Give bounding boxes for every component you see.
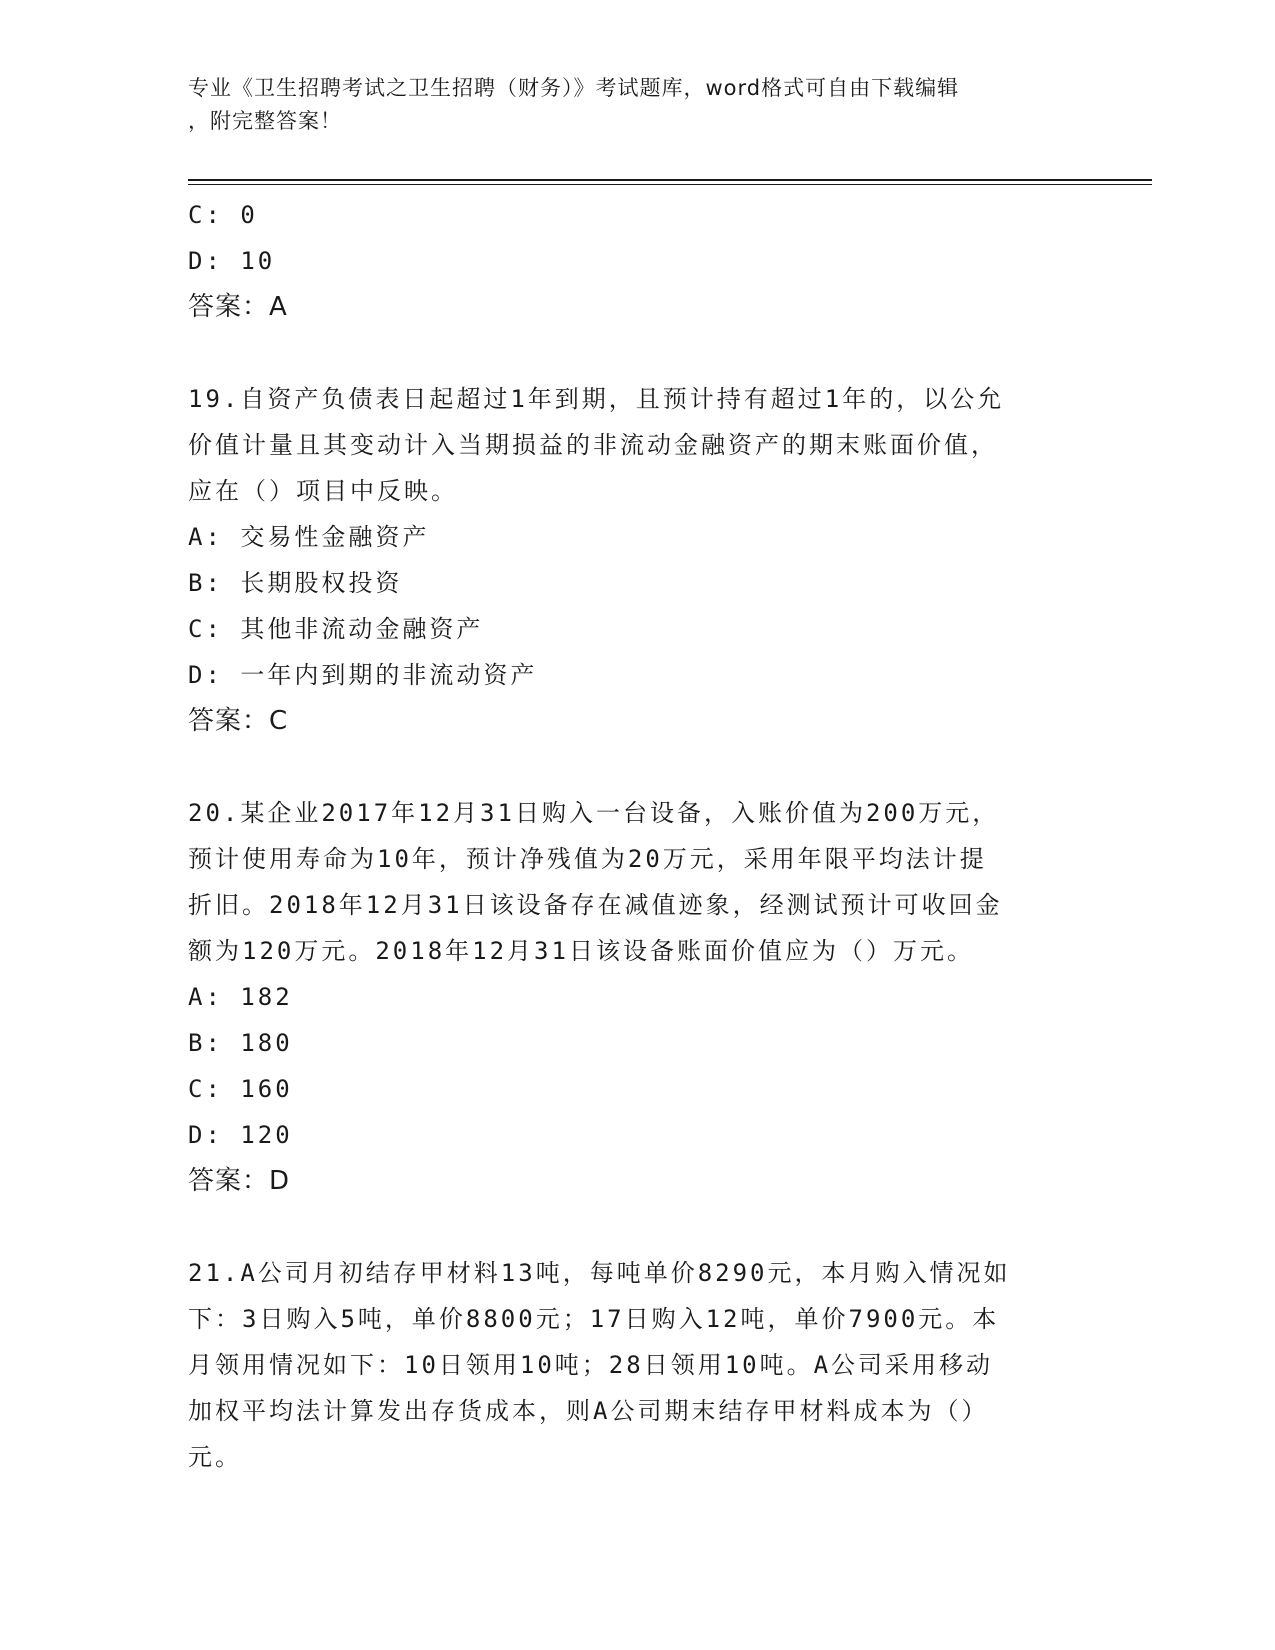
spacer	[188, 1204, 1088, 1250]
header-rule-thick	[188, 179, 1152, 181]
answer: 答案：C	[188, 706, 289, 736]
option-a: A: 182	[188, 983, 293, 1011]
question-text-line: 预计使用寿命为10年，预计净残值为20万元，采用年限平均法计提	[188, 845, 987, 873]
option-d: D: 120	[188, 1121, 293, 1149]
spacer	[188, 744, 1088, 790]
question-text-line: 应在（）项目中反映。	[188, 477, 458, 505]
question-text-line: 价值计量且其变动计入当期损益的非流动金融资产的期末账面价值，	[188, 431, 998, 459]
question-21	[188, 1250, 1088, 1480]
question-text-line: 20.某企业2017年12月31日购入一台设备，入账价值为200万元，	[188, 799, 1000, 827]
option-c: C: 0	[188, 201, 258, 229]
prev-question	[188, 192, 1088, 330]
header-rule-thin	[188, 184, 1152, 185]
option-a: A: 交易性金融资产	[188, 523, 430, 551]
option-b: B: 长期股权投资	[188, 569, 403, 597]
question-text-line: 下：3日购入5吨，单价8800元；17日购入12吨，单价7900元。本	[188, 1305, 1000, 1333]
question-text-line: 加权平均法计算发出存货成本，则A公司期末结存甲材料成本为（）	[188, 1397, 989, 1425]
question-text-line: 折旧。2018年12月31日该设备存在减值迹象，经测试预计可收回金	[188, 891, 1003, 919]
question-text-line: 元。	[188, 1443, 242, 1471]
question-19	[188, 376, 1088, 744]
answer: 答案：A	[188, 292, 288, 322]
option-c: C: 其他非流动金融资产	[188, 615, 484, 643]
spacer	[188, 330, 1088, 376]
option-d: D: 一年内到期的非流动资产	[188, 661, 538, 689]
option-b: B: 180	[188, 1029, 293, 1057]
question-text-line: 19.自资产负债表日起超过1年到期，且预计持有超过1年的，以公允	[188, 385, 1005, 413]
header-line-1: 专业《卫生招聘考试之卫生招聘（财务）》考试题库，word格式可自由下载编辑	[188, 76, 960, 100]
question-text-line: 额为120万元。2018年12月31日该设备账面价值应为（）万元。	[188, 937, 974, 965]
question-text-line: 21.A公司月初结存甲材料13吨，每吨单价8290元，本月购入情况如	[188, 1259, 1011, 1287]
answer: 答案：D	[188, 1166, 291, 1196]
document-body	[188, 192, 1088, 1480]
question-text-line: 月领用情况如下：10日领用10吨；28日领用10吨。A公司采用移动	[188, 1351, 994, 1379]
question-20	[188, 790, 1088, 1204]
option-c: C: 160	[188, 1075, 293, 1103]
document-header	[188, 72, 1068, 138]
option-d: D: 10	[188, 247, 276, 275]
header-line-2: ，附完整答案！	[188, 109, 342, 133]
